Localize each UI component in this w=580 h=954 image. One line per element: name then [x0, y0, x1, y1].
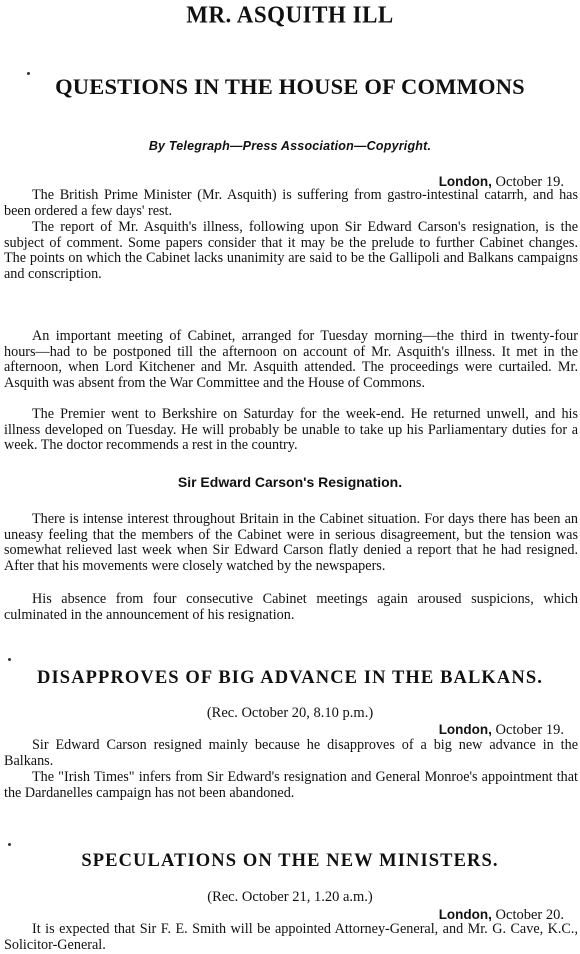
- byline: By Telegraph—Press Association—Copyright.: [148, 139, 432, 153]
- received-time: (Rec. October 21, 1.20 a.m.): [207, 889, 373, 905]
- subheading: Sir Edward Carson's Resignation.: [177, 474, 403, 490]
- section-heading: DISAPPROVES OF BIG ADVANCE IN THE BALKANS.: [37, 668, 543, 688]
- paragraph: The "Irish Times" infers from Sir Edward's resignation and General Monroe's appointment that the Dardanelles campaign has not been abandoned.: [4, 769, 578, 801]
- paragraph: An important meeting of Cabinet, arranged for Tuesday morning—the third in twenty-four hours—had to be postponed till the afternoon on account of Mr. Asquith's illness. It met in the afternoon, when Lord Kitchener and Mr. Asquith attended. The proceedings were curtailed. Mr. Asquith was absent from the War Committee and the House of Commons.: [4, 328, 578, 391]
- dateline-date: October 19.: [495, 722, 564, 738]
- paragraph: Sir Edward Carson resigned mainly because he disapproves of a big new advance in the Balkans.: [4, 737, 578, 769]
- dateline-date: October 20.: [495, 907, 564, 923]
- paragraph: The report of Mr. Asquith's illness, following upon Sir Edward Carson's resignation, is the subject of comment. Some papers consider that it may be the prelude to further Cabinet changes. The points on which the Cabinet lacks unanimity are said to be the Gallipoli and Balkans campaigns and conscription.: [4, 219, 578, 282]
- print-speck: [27, 72, 30, 75]
- headline-main: QUESTIONS IN THE HOUSE OF COMMONS: [55, 74, 525, 99]
- headline-top: MR. ASQUITH ILL: [186, 1, 394, 28]
- paragraph: The Premier went to Berkshire on Saturday for the week-end. He returned unwell, and his illness developed on Tuesday. He will probably be unable to take up his Parliamentary duties for a week. The doctor recommends a rest in the country.: [4, 406, 578, 454]
- paragraph: There is intense interest throughout Britain in the Cabinet situation. For days there has been an uneasy feeling that the members of the Cabinet were in serious disagreement, but the tension was somewhat relieved last week when Sir Edward Carson flatly denied a report that he had resigned. After that his movements were closely watched by the newspapers.: [4, 511, 578, 574]
- dateline-place: London,: [438, 722, 492, 737]
- dateline-place: London,: [438, 174, 492, 189]
- paragraph: The British Prime Minister (Mr. Asquith) is suffering from gastro-intestinal catarrh, and has been ordered a few days' rest.: [4, 187, 578, 219]
- print-speck: [8, 843, 11, 846]
- received-time: (Rec. October 20, 8.10 p.m.): [206, 705, 374, 721]
- print-speck: [8, 658, 11, 661]
- paragraph: It is expected that Sir F. E. Smith will be appointed Attorney-General, and Mr. G. Cave, K.C., Solicitor-General.: [4, 921, 578, 953]
- dateline-date: October 19.: [495, 174, 564, 190]
- dateline-place: London,: [438, 907, 492, 922]
- paragraph: His absence from four consecutive Cabinet meetings again aroused suspicions, which culminated in the announcement of his resignation.: [4, 591, 578, 623]
- section-heading: SPECULATIONS ON THE NEW MINISTERS.: [81, 851, 499, 871]
